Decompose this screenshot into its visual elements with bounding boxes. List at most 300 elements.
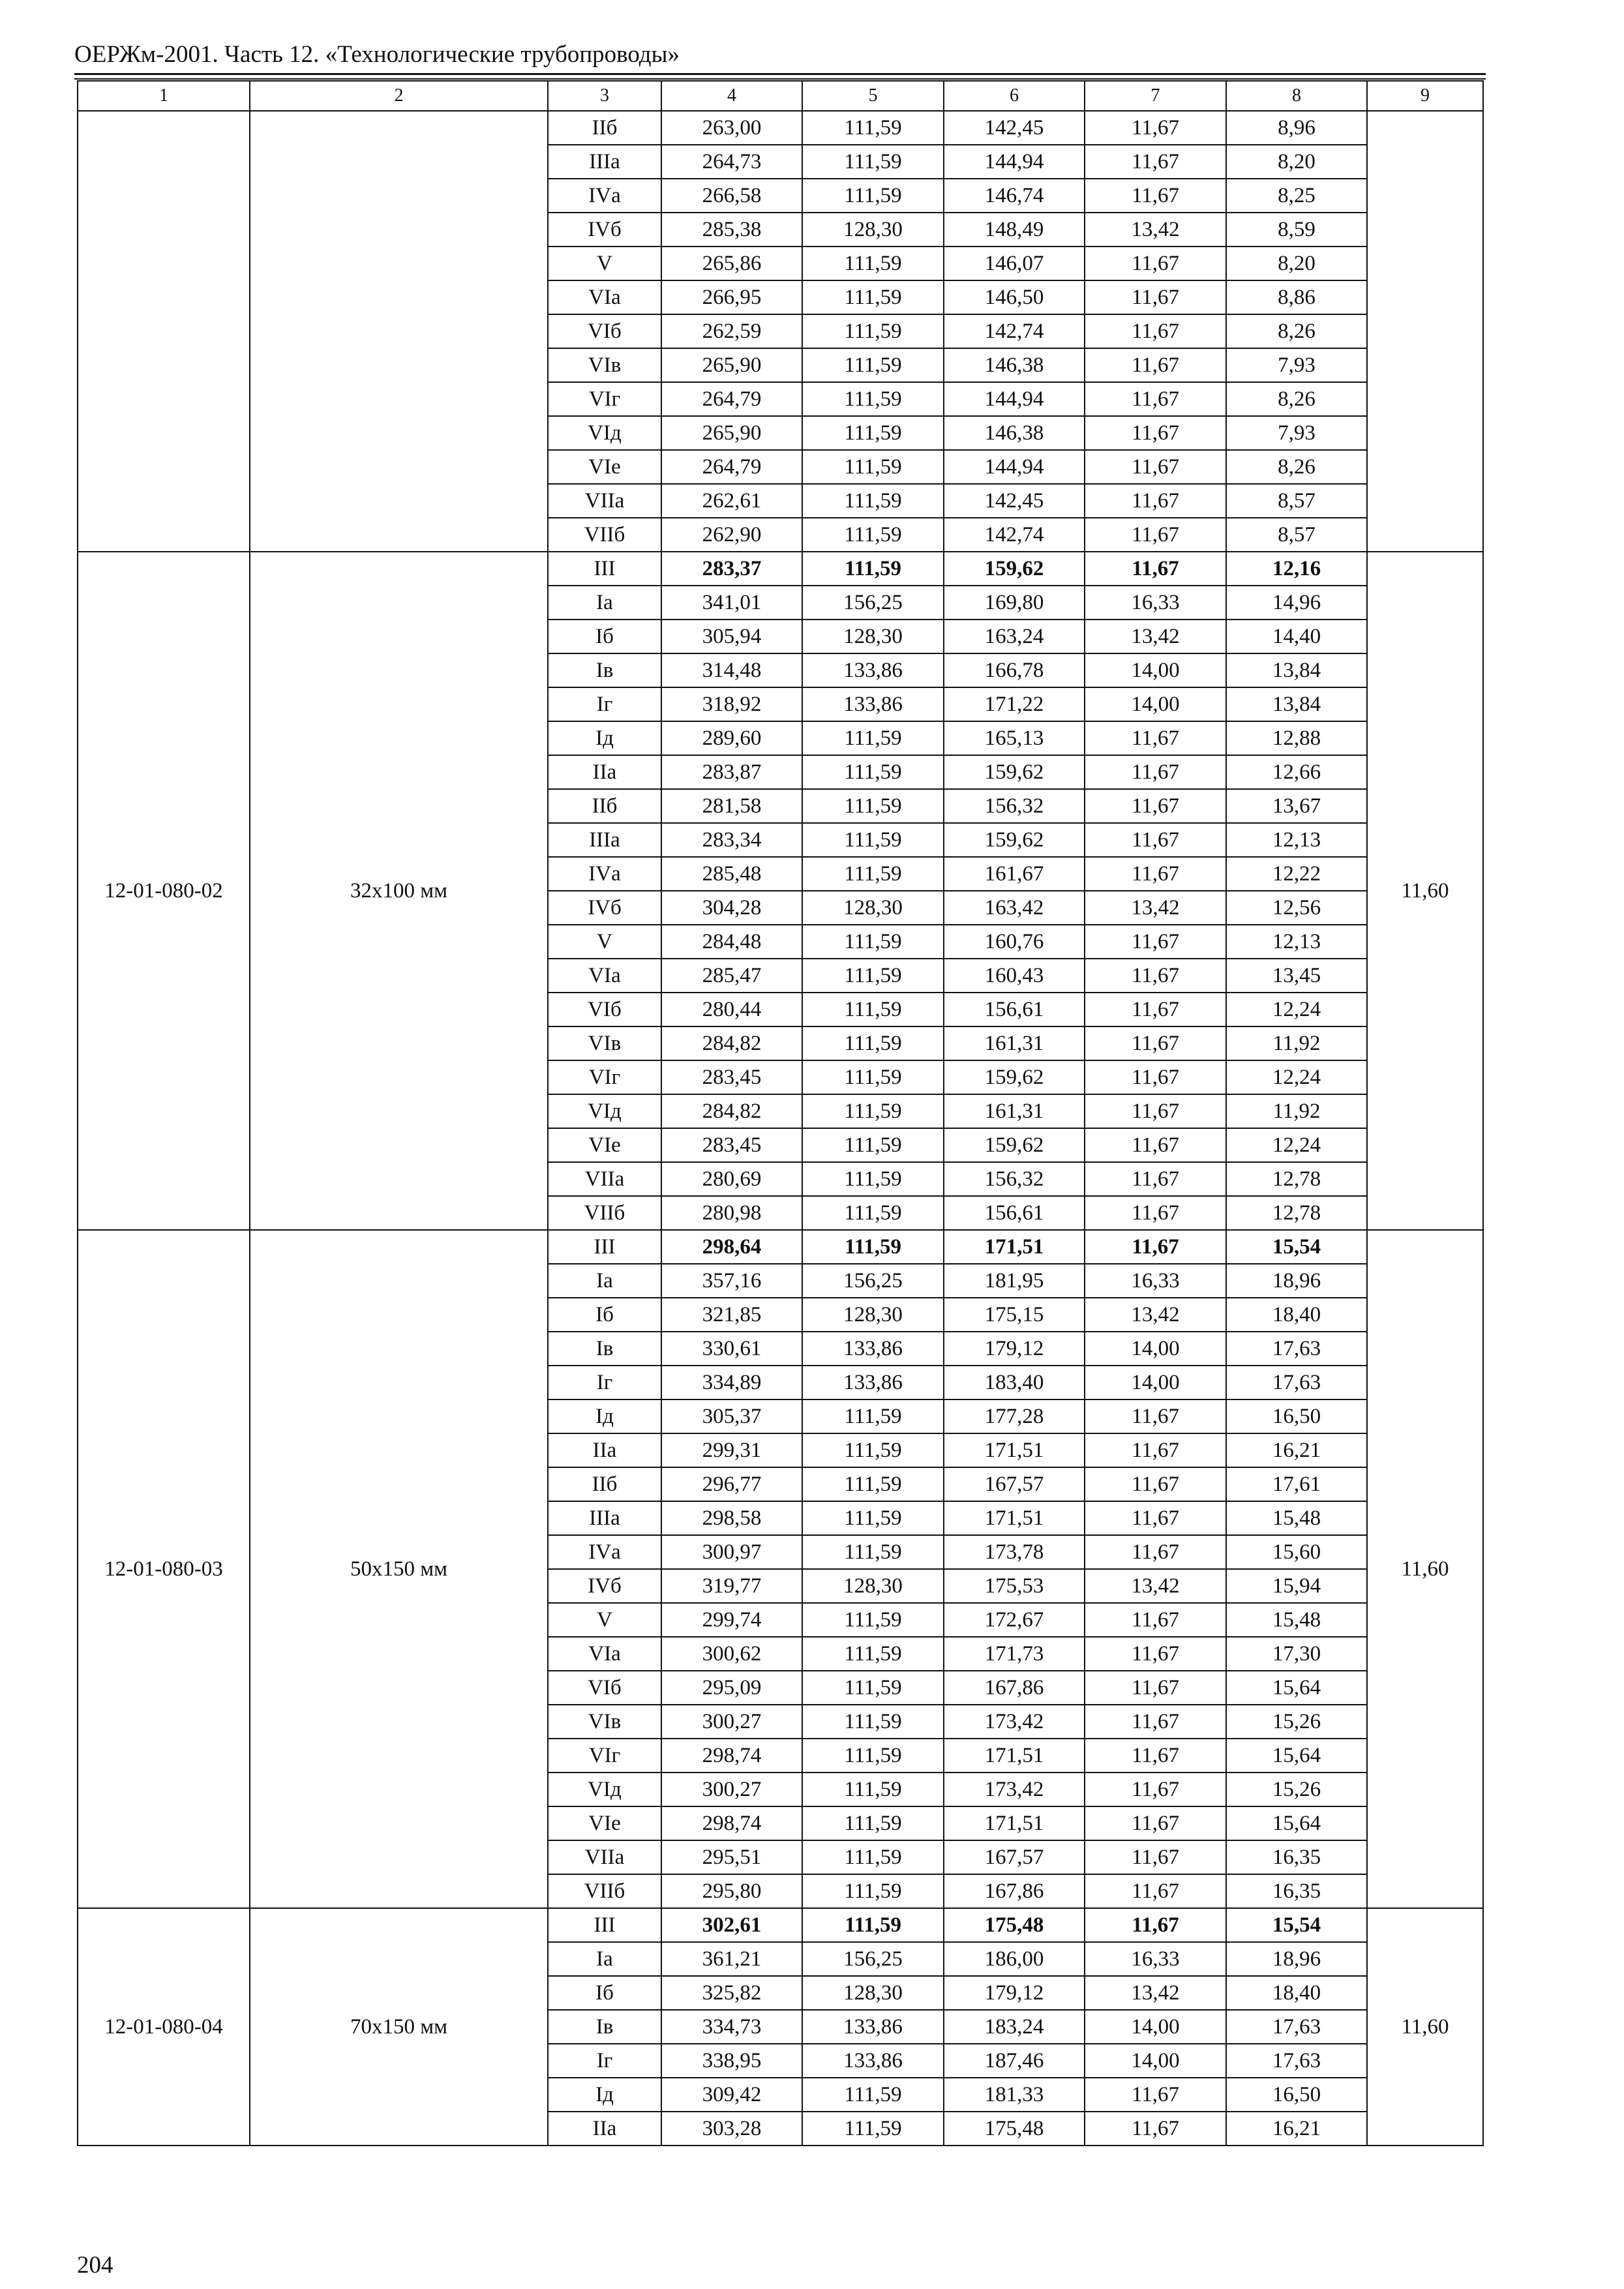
value-cell: 11,67 bbox=[1085, 721, 1226, 755]
item-code-cell: 12-01-080-03 bbox=[78, 1230, 250, 1908]
value-cell: 111,59 bbox=[802, 857, 944, 891]
value-cell: 175,48 bbox=[944, 1908, 1085, 1942]
column-header: 8 bbox=[1226, 81, 1367, 111]
value-cell: 111,59 bbox=[802, 348, 944, 382]
value-cell: 11,67 bbox=[1085, 2112, 1226, 2146]
zone-cell: Iа bbox=[548, 1942, 661, 1976]
value-cell: 334,73 bbox=[661, 2010, 802, 2044]
zone-cell: Iд bbox=[548, 2078, 661, 2112]
value-cell: 175,15 bbox=[944, 1298, 1085, 1332]
value-cell: 18,40 bbox=[1226, 1976, 1367, 2010]
value-cell: 263,00 bbox=[661, 111, 802, 145]
table-row bbox=[78, 111, 1483, 145]
value-cell: 280,44 bbox=[661, 993, 802, 1026]
value-cell: 156,61 bbox=[944, 1196, 1085, 1230]
value-cell: 133,86 bbox=[802, 2010, 944, 2044]
value-cell: 13,42 bbox=[1085, 1569, 1226, 1603]
value-cell: 111,59 bbox=[802, 925, 944, 959]
value-cell: 111,59 bbox=[802, 1908, 944, 1942]
value-cell: 262,61 bbox=[661, 484, 802, 518]
value-cell: 11,67 bbox=[1085, 145, 1226, 179]
value-cell: 173,78 bbox=[944, 1535, 1085, 1569]
value-cell: 146,38 bbox=[944, 348, 1085, 382]
value-cell: 11,67 bbox=[1085, 382, 1226, 416]
value-cell: 111,59 bbox=[802, 993, 944, 1026]
value-cell: 14,00 bbox=[1085, 2010, 1226, 2044]
zone-cell: IIб bbox=[548, 111, 661, 145]
value-cell: 296,77 bbox=[661, 1467, 802, 1501]
value-cell: 177,28 bbox=[944, 1399, 1085, 1433]
value-cell: 357,16 bbox=[661, 1264, 802, 1298]
value-cell: 111,59 bbox=[802, 552, 944, 586]
value-cell: 133,86 bbox=[802, 687, 944, 721]
value-cell: 15,60 bbox=[1226, 1535, 1367, 1569]
value-cell: 17,63 bbox=[1226, 1366, 1367, 1399]
zone-cell: Iд bbox=[548, 721, 661, 755]
value-cell: 11,67 bbox=[1085, 450, 1226, 484]
value-cell: 12,13 bbox=[1226, 925, 1367, 959]
value-cell: 334,89 bbox=[661, 1366, 802, 1399]
value-cell: 111,59 bbox=[802, 1637, 944, 1671]
zone-cell: IIа bbox=[548, 755, 661, 789]
zone-cell: Iб bbox=[548, 620, 661, 653]
value-cell: 16,33 bbox=[1085, 1942, 1226, 1976]
value-cell: 144,94 bbox=[944, 450, 1085, 484]
value-cell: 111,59 bbox=[802, 314, 944, 348]
value-cell: 285,47 bbox=[661, 959, 802, 993]
value-cell: 165,13 bbox=[944, 721, 1085, 755]
value-cell: 13,84 bbox=[1226, 653, 1367, 687]
value-cell: 111,59 bbox=[802, 823, 944, 857]
column-header: 9 bbox=[1367, 81, 1483, 111]
value-cell: 11,67 bbox=[1085, 1094, 1226, 1128]
value-cell: 13,45 bbox=[1226, 959, 1367, 993]
value-cell: 12,88 bbox=[1226, 721, 1367, 755]
zone-cell: VIе bbox=[548, 1806, 661, 1840]
zone-cell: IIIа bbox=[548, 1501, 661, 1535]
page-header-title: ОЕРЖм-2001. Часть 12. «Технологические трубопроводы» bbox=[74, 41, 680, 68]
value-cell: 161,31 bbox=[944, 1094, 1085, 1128]
value-cell: 11,67 bbox=[1085, 2078, 1226, 2112]
value-cell: 12,66 bbox=[1226, 755, 1367, 789]
value-cell: 171,51 bbox=[944, 1501, 1085, 1535]
value-cell: 133,86 bbox=[802, 1332, 944, 1366]
value-cell: 284,48 bbox=[661, 925, 802, 959]
value-cell: 15,64 bbox=[1226, 1739, 1367, 1773]
value-cell: 14,00 bbox=[1085, 1332, 1226, 1366]
value-cell: 128,30 bbox=[802, 891, 944, 925]
value-cell: 11,92 bbox=[1226, 1094, 1367, 1128]
value-cell: 305,94 bbox=[661, 620, 802, 653]
value-cell: 12,24 bbox=[1226, 993, 1367, 1026]
item-code-cell: 12-01-080-02 bbox=[78, 552, 250, 1230]
value-cell: 330,61 bbox=[661, 1332, 802, 1366]
value-cell: 111,59 bbox=[802, 721, 944, 755]
value-cell: 11,67 bbox=[1085, 755, 1226, 789]
zone-cell: IIб bbox=[548, 1467, 661, 1501]
value-cell: 111,59 bbox=[802, 416, 944, 450]
value-cell: 11,67 bbox=[1085, 1026, 1226, 1060]
value-cell: 156,32 bbox=[944, 789, 1085, 823]
value-cell: 14,00 bbox=[1085, 653, 1226, 687]
value-cell: 11,67 bbox=[1085, 993, 1226, 1026]
value-cell: 16,50 bbox=[1226, 1399, 1367, 1433]
value-cell: 11,67 bbox=[1085, 823, 1226, 857]
zone-cell: Iд bbox=[548, 1399, 661, 1433]
value-cell: 11,67 bbox=[1085, 1162, 1226, 1196]
value-cell: 111,59 bbox=[802, 789, 944, 823]
value-cell: 283,45 bbox=[661, 1128, 802, 1162]
value-cell: 166,78 bbox=[944, 653, 1085, 687]
value-cell: 11,67 bbox=[1085, 280, 1226, 314]
value-cell: 111,59 bbox=[802, 1501, 944, 1535]
value-cell: 298,64 bbox=[661, 1230, 802, 1264]
zone-cell: VIе bbox=[548, 450, 661, 484]
zone-cell: IIб bbox=[548, 789, 661, 823]
value-cell: 298,74 bbox=[661, 1806, 802, 1840]
table-body bbox=[78, 111, 1483, 2146]
value-cell: 319,77 bbox=[661, 1569, 802, 1603]
value-cell: 16,21 bbox=[1226, 1433, 1367, 1467]
value-cell: 111,59 bbox=[802, 1535, 944, 1569]
value-cell: 111,59 bbox=[802, 1433, 944, 1467]
value-cell: 284,82 bbox=[661, 1026, 802, 1060]
value-cell: 280,98 bbox=[661, 1196, 802, 1230]
zone-cell: VIIб bbox=[548, 1874, 661, 1908]
value-cell: 15,64 bbox=[1226, 1671, 1367, 1705]
value-cell: 14,40 bbox=[1226, 620, 1367, 653]
value-cell: 15,26 bbox=[1226, 1705, 1367, 1739]
zone-cell: VIа bbox=[548, 1637, 661, 1671]
zone-cell: VIв bbox=[548, 348, 661, 382]
value-cell: 300,62 bbox=[661, 1637, 802, 1671]
value-cell: 175,48 bbox=[944, 2112, 1085, 2146]
zone-cell: Iг bbox=[548, 2044, 661, 2078]
value-cell: 142,45 bbox=[944, 484, 1085, 518]
column-header: 7 bbox=[1085, 81, 1226, 111]
value-cell: 156,25 bbox=[802, 1942, 944, 1976]
value-cell: 173,42 bbox=[944, 1773, 1085, 1806]
value-cell: 14,00 bbox=[1085, 687, 1226, 721]
zone-cell: IVб bbox=[548, 213, 661, 247]
zone-cell: VIб bbox=[548, 1671, 661, 1705]
zone-cell: V bbox=[548, 925, 661, 959]
value-cell: 11,67 bbox=[1085, 1060, 1226, 1094]
column9-cell: 11,60 bbox=[1367, 1908, 1483, 2146]
value-cell: 11,67 bbox=[1085, 1739, 1226, 1773]
value-cell: 283,37 bbox=[661, 552, 802, 586]
value-cell: 16,50 bbox=[1226, 2078, 1367, 2112]
zone-cell: VIIа bbox=[548, 484, 661, 518]
column-header: 5 bbox=[802, 81, 944, 111]
value-cell: 169,80 bbox=[944, 586, 1085, 620]
zone-cell: Iа bbox=[548, 1264, 661, 1298]
value-cell: 18,40 bbox=[1226, 1298, 1367, 1332]
value-cell: 11,67 bbox=[1085, 552, 1226, 586]
zone-cell: VIIа bbox=[548, 1840, 661, 1874]
zone-cell: Iа bbox=[548, 586, 661, 620]
value-cell: 171,73 bbox=[944, 1637, 1085, 1671]
value-cell: 111,59 bbox=[802, 1874, 944, 1908]
value-cell: 167,57 bbox=[944, 1467, 1085, 1501]
value-cell: 111,59 bbox=[802, 1026, 944, 1060]
zone-cell: VIб bbox=[548, 993, 661, 1026]
value-cell: 284,82 bbox=[661, 1094, 802, 1128]
value-cell: 11,67 bbox=[1085, 179, 1226, 213]
zone-cell: VIг bbox=[548, 382, 661, 416]
value-cell: 146,50 bbox=[944, 280, 1085, 314]
value-cell: 111,59 bbox=[802, 1671, 944, 1705]
item-code-cell: 12-01-080-04 bbox=[78, 1908, 250, 2146]
value-cell: 111,59 bbox=[802, 755, 944, 789]
value-cell: 299,31 bbox=[661, 1433, 802, 1467]
value-cell: 15,48 bbox=[1226, 1603, 1367, 1637]
value-cell: 163,24 bbox=[944, 620, 1085, 653]
value-cell: 281,58 bbox=[661, 789, 802, 823]
value-cell: 11,67 bbox=[1085, 111, 1226, 145]
value-cell: 160,76 bbox=[944, 925, 1085, 959]
column-number-row bbox=[78, 81, 1483, 111]
value-cell: 11,67 bbox=[1085, 1705, 1226, 1739]
value-cell: 111,59 bbox=[802, 518, 944, 552]
value-cell: 14,96 bbox=[1226, 586, 1367, 620]
value-cell: 299,74 bbox=[661, 1603, 802, 1637]
value-cell: 7,93 bbox=[1226, 348, 1367, 382]
value-cell: 11,67 bbox=[1085, 416, 1226, 450]
value-cell: 142,74 bbox=[944, 314, 1085, 348]
zone-cell: V bbox=[548, 247, 661, 280]
value-cell: 8,20 bbox=[1226, 247, 1367, 280]
value-cell: 305,37 bbox=[661, 1399, 802, 1433]
zone-cell: III bbox=[548, 1230, 661, 1264]
value-cell: 111,59 bbox=[802, 1128, 944, 1162]
value-cell: 11,67 bbox=[1085, 247, 1226, 280]
value-cell: 325,82 bbox=[661, 1976, 802, 2010]
item-size-cell: 70x150 мм bbox=[250, 1908, 548, 2146]
value-cell: 111,59 bbox=[802, 450, 944, 484]
value-cell: 13,42 bbox=[1085, 213, 1226, 247]
value-cell: 11,67 bbox=[1085, 959, 1226, 993]
value-cell: 144,94 bbox=[944, 145, 1085, 179]
zone-cell: VIв bbox=[548, 1026, 661, 1060]
zone-cell: Iг bbox=[548, 1366, 661, 1399]
table-row bbox=[78, 552, 1483, 586]
zone-cell: Iг bbox=[548, 687, 661, 721]
column9-cell bbox=[1367, 111, 1483, 552]
value-cell: 18,96 bbox=[1226, 1264, 1367, 1298]
rates-table bbox=[77, 80, 1484, 2146]
value-cell: 12,22 bbox=[1226, 857, 1367, 891]
value-cell: 283,34 bbox=[661, 823, 802, 857]
value-cell: 111,59 bbox=[802, 1603, 944, 1637]
value-cell: 133,86 bbox=[802, 1366, 944, 1399]
column-header: 4 bbox=[661, 81, 802, 111]
value-cell: 159,62 bbox=[944, 755, 1085, 789]
value-cell: 265,86 bbox=[661, 247, 802, 280]
value-cell: 11,92 bbox=[1226, 1026, 1367, 1060]
zone-cell: VIг bbox=[548, 1739, 661, 1773]
page-number: 204 bbox=[77, 2252, 113, 2279]
value-cell: 11,67 bbox=[1085, 1840, 1226, 1874]
value-cell: 133,86 bbox=[802, 2044, 944, 2078]
value-cell: 285,48 bbox=[661, 857, 802, 891]
value-cell: 171,51 bbox=[944, 1739, 1085, 1773]
value-cell: 338,95 bbox=[661, 2044, 802, 2078]
value-cell: 183,24 bbox=[944, 2010, 1085, 2044]
value-cell: 11,67 bbox=[1085, 925, 1226, 959]
value-cell: 175,53 bbox=[944, 1569, 1085, 1603]
value-cell: 11,67 bbox=[1085, 314, 1226, 348]
value-cell: 361,21 bbox=[661, 1942, 802, 1976]
value-cell: 111,59 bbox=[802, 1840, 944, 1874]
value-cell: 289,60 bbox=[661, 721, 802, 755]
value-cell: 17,63 bbox=[1226, 2044, 1367, 2078]
value-cell: 309,42 bbox=[661, 2078, 802, 2112]
value-cell: 11,67 bbox=[1085, 484, 1226, 518]
value-cell: 11,67 bbox=[1085, 1433, 1226, 1467]
value-cell: 142,45 bbox=[944, 111, 1085, 145]
value-cell: 8,20 bbox=[1226, 145, 1367, 179]
value-cell: 11,67 bbox=[1085, 857, 1226, 891]
value-cell: 146,74 bbox=[944, 179, 1085, 213]
zone-cell: IIа bbox=[548, 2112, 661, 2146]
value-cell: 111,59 bbox=[802, 959, 944, 993]
value-cell: 111,59 bbox=[802, 382, 944, 416]
value-cell: 300,97 bbox=[661, 1535, 802, 1569]
value-cell: 167,86 bbox=[944, 1874, 1085, 1908]
value-cell: 171,51 bbox=[944, 1806, 1085, 1840]
value-cell: 11,67 bbox=[1085, 1806, 1226, 1840]
value-cell: 15,48 bbox=[1226, 1501, 1367, 1535]
value-cell: 265,90 bbox=[661, 416, 802, 450]
value-cell: 128,30 bbox=[802, 1569, 944, 1603]
value-cell: 163,42 bbox=[944, 891, 1085, 925]
value-cell: 262,59 bbox=[661, 314, 802, 348]
zone-cell: IVа bbox=[548, 179, 661, 213]
value-cell: 16,35 bbox=[1226, 1874, 1367, 1908]
value-cell: 264,79 bbox=[661, 382, 802, 416]
value-cell: 167,57 bbox=[944, 1840, 1085, 1874]
value-cell: 160,43 bbox=[944, 959, 1085, 993]
value-cell: 128,30 bbox=[802, 1976, 944, 2010]
value-cell: 179,12 bbox=[944, 1332, 1085, 1366]
value-cell: 285,38 bbox=[661, 213, 802, 247]
value-cell: 18,96 bbox=[1226, 1942, 1367, 1976]
value-cell: 11,67 bbox=[1085, 1399, 1226, 1433]
value-cell: 128,30 bbox=[802, 620, 944, 653]
value-cell: 11,67 bbox=[1085, 518, 1226, 552]
value-cell: 11,67 bbox=[1085, 1908, 1226, 1942]
value-cell: 12,78 bbox=[1226, 1162, 1367, 1196]
item-code-cell bbox=[78, 111, 250, 552]
value-cell: 295,09 bbox=[661, 1671, 802, 1705]
value-cell: 298,74 bbox=[661, 1739, 802, 1773]
value-cell: 128,30 bbox=[802, 213, 944, 247]
value-cell: 111,59 bbox=[802, 1162, 944, 1196]
zone-cell: III bbox=[548, 552, 661, 586]
value-cell: 111,59 bbox=[802, 1230, 944, 1264]
zone-cell: V bbox=[548, 1603, 661, 1637]
value-cell: 183,40 bbox=[944, 1366, 1085, 1399]
item-size-cell bbox=[250, 111, 548, 552]
value-cell: 161,31 bbox=[944, 1026, 1085, 1060]
value-cell: 265,90 bbox=[661, 348, 802, 382]
value-cell: 13,42 bbox=[1085, 620, 1226, 653]
value-cell: 156,25 bbox=[802, 1264, 944, 1298]
zone-cell: Iб bbox=[548, 1298, 661, 1332]
zone-cell: VIа bbox=[548, 959, 661, 993]
value-cell: 12,56 bbox=[1226, 891, 1367, 925]
header-rule bbox=[74, 73, 1486, 75]
value-cell: 15,26 bbox=[1226, 1773, 1367, 1806]
value-cell: 146,07 bbox=[944, 247, 1085, 280]
value-cell: 111,59 bbox=[802, 111, 944, 145]
item-size-cell: 32x100 мм bbox=[250, 552, 548, 1230]
value-cell: 298,58 bbox=[661, 1501, 802, 1535]
value-cell: 17,30 bbox=[1226, 1637, 1367, 1671]
value-cell: 15,54 bbox=[1226, 1230, 1367, 1264]
value-cell: 181,95 bbox=[944, 1264, 1085, 1298]
value-cell: 13,42 bbox=[1085, 1976, 1226, 2010]
value-cell: 111,59 bbox=[802, 1399, 944, 1433]
value-cell: 11,67 bbox=[1085, 1196, 1226, 1230]
zone-cell: Iв bbox=[548, 653, 661, 687]
value-cell: 8,25 bbox=[1226, 179, 1367, 213]
value-cell: 266,58 bbox=[661, 179, 802, 213]
value-cell: 8,57 bbox=[1226, 484, 1367, 518]
value-cell: 8,86 bbox=[1226, 280, 1367, 314]
value-cell: 314,48 bbox=[661, 653, 802, 687]
value-cell: 179,12 bbox=[944, 1976, 1085, 2010]
value-cell: 17,63 bbox=[1226, 2010, 1367, 2044]
item-size-cell: 50x150 мм bbox=[250, 1230, 548, 1908]
value-cell: 111,59 bbox=[802, 179, 944, 213]
value-cell: 295,80 bbox=[661, 1874, 802, 1908]
value-cell: 142,74 bbox=[944, 518, 1085, 552]
zone-cell: IVа bbox=[548, 1535, 661, 1569]
value-cell: 111,59 bbox=[802, 1060, 944, 1094]
value-cell: 186,00 bbox=[944, 1942, 1085, 1976]
zone-cell: IVб bbox=[548, 1569, 661, 1603]
value-cell: 321,85 bbox=[661, 1298, 802, 1332]
column-header: 3 bbox=[548, 81, 661, 111]
value-cell: 341,01 bbox=[661, 586, 802, 620]
value-cell: 156,32 bbox=[944, 1162, 1085, 1196]
value-cell: 156,25 bbox=[802, 586, 944, 620]
value-cell: 11,67 bbox=[1085, 348, 1226, 382]
value-cell: 303,28 bbox=[661, 2112, 802, 2146]
value-cell: 156,61 bbox=[944, 993, 1085, 1026]
zone-cell: Iв bbox=[548, 2010, 661, 2044]
zone-cell: VIIб bbox=[548, 1196, 661, 1230]
value-cell: 111,59 bbox=[802, 1094, 944, 1128]
value-cell: 187,46 bbox=[944, 2044, 1085, 2078]
value-cell: 12,13 bbox=[1226, 823, 1367, 857]
value-cell: 167,86 bbox=[944, 1671, 1085, 1705]
value-cell: 12,24 bbox=[1226, 1128, 1367, 1162]
value-cell: 15,64 bbox=[1226, 1806, 1367, 1840]
value-cell: 8,26 bbox=[1226, 314, 1367, 348]
zone-cell: III bbox=[548, 1908, 661, 1942]
zone-cell: VIд bbox=[548, 416, 661, 450]
value-cell: 144,94 bbox=[944, 382, 1085, 416]
value-cell: 181,33 bbox=[944, 2078, 1085, 2112]
value-cell: 11,67 bbox=[1085, 1535, 1226, 1569]
value-cell: 11,67 bbox=[1085, 1467, 1226, 1501]
value-cell: 295,51 bbox=[661, 1840, 802, 1874]
value-cell: 111,59 bbox=[802, 1739, 944, 1773]
value-cell: 300,27 bbox=[661, 1705, 802, 1739]
